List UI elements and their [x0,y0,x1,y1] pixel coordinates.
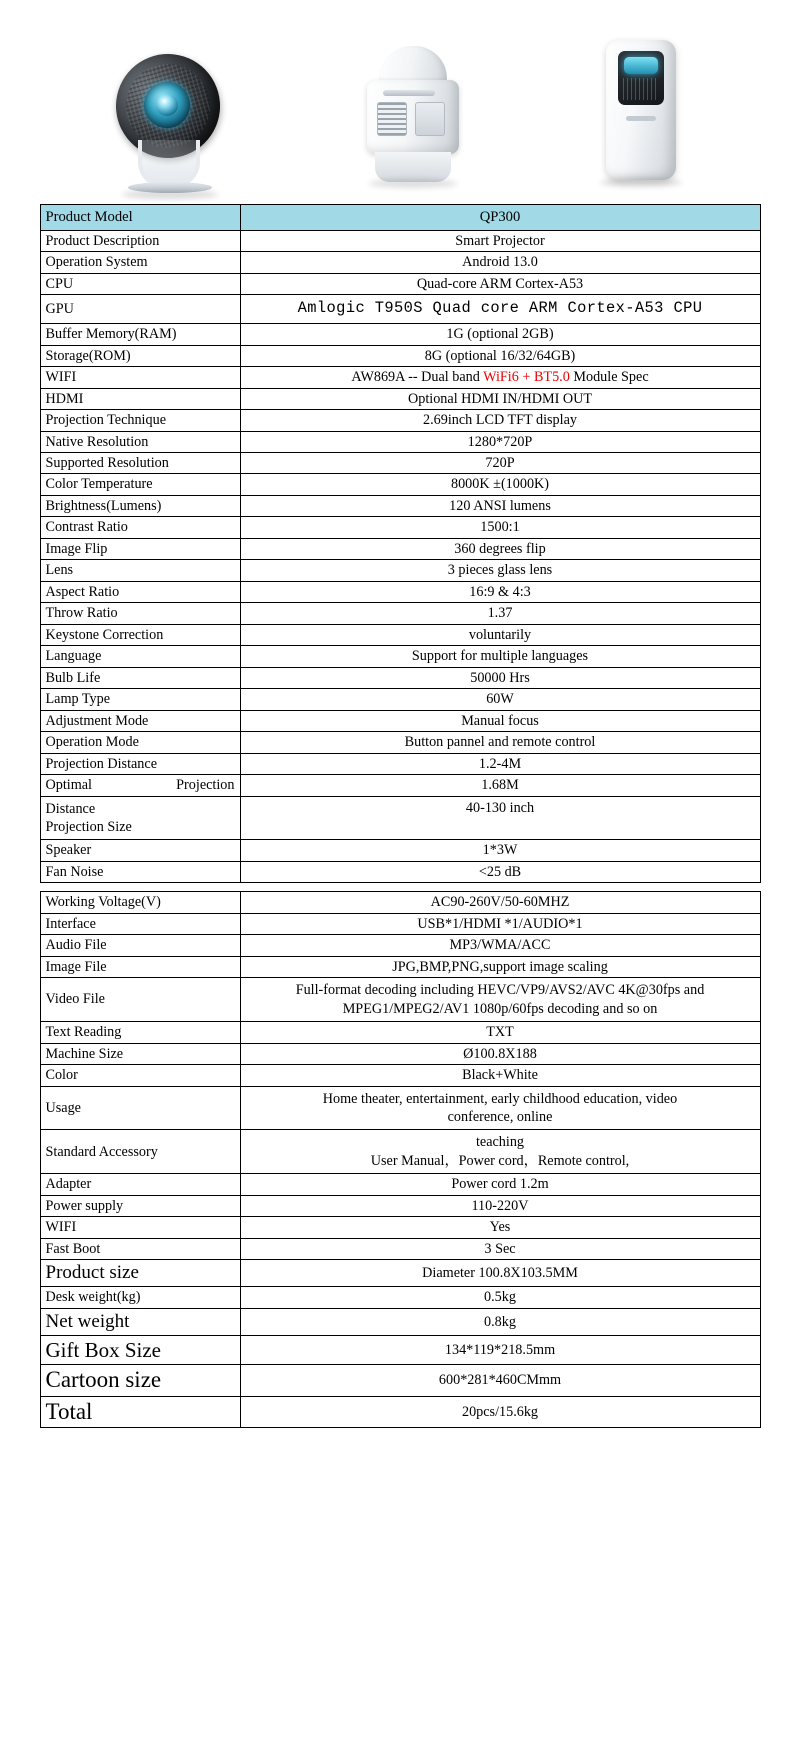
gap-cell [240,883,760,892]
spec-label: Standard Accessory [40,1130,240,1174]
side-panel [415,102,445,136]
spec-value: Manual focus [240,710,760,731]
spec-value: Button pannel and remote control [240,732,760,753]
spec-value: Quad-core ARM Cortex-A53 [240,273,760,294]
spec-value-line: MPEG1/MPEG2/AV1 1080p/60fps decoding and so on [342,1000,658,1017]
spec-label: Image Flip [40,538,240,559]
spec-value: 110-220V [240,1195,760,1216]
spec-label [40,796,240,840]
spec-label: Supported Resolution [40,453,240,474]
spec-label: Audio File [40,935,240,956]
spec-value [240,1130,760,1174]
spec-value: 1.2-4M [240,753,760,774]
table-row [40,295,760,324]
spec-label: Image File [40,956,240,977]
grill-texture [623,78,659,100]
table-row [40,1065,760,1086]
spec-value: 3 pieces glass lens [240,560,760,581]
projector-base [375,152,451,182]
spec-label: Total [40,1396,240,1428]
spec-value: Black+White [240,1065,760,1086]
gap-cell [40,883,240,892]
spec-label: Product Description [40,230,240,251]
spec-label: Operation Mode [40,732,240,753]
table-row [40,453,760,474]
spec-label: Adapter [40,1174,240,1195]
spec-value: 50000 Hrs [240,667,760,688]
spec-label: Lamp Type [40,689,240,710]
table-row [40,1022,760,1043]
spec-label: Projection Distance [40,753,240,774]
table-row [40,581,760,602]
spec-value: 1280*720P [240,431,760,452]
table-row [40,710,760,731]
product-photo-white-cylinder-projector [588,38,692,198]
spec-value: 720P [240,453,760,474]
spec-value: Amlogic T950S Quad core ARM Cortex-A53 CPU [240,295,760,324]
table-row [40,1195,760,1216]
spec-label: Contrast Ratio [40,517,240,538]
spec-value: 360 degrees flip [240,538,760,559]
spec-value: 2.69inch LCD TFT display [240,410,760,431]
table-row [40,538,760,559]
spec-label: Color [40,1065,240,1086]
drop-shadow [369,179,457,188]
table-row [40,646,760,667]
spec-value: 60W [240,689,760,710]
spec-value: 16:9 & 4:3 [240,581,760,602]
table-row [40,410,760,431]
table-row [40,1365,760,1397]
spec-label: Projection Technique [40,410,240,431]
spec-label: Desk weight(kg) [40,1287,240,1308]
spec-label: CPU [40,273,240,294]
spec-value: Yes [240,1217,760,1238]
spec-value: 40-130 inch [240,796,760,840]
table-row [40,624,760,645]
spec-value: 1.68M [240,775,760,796]
table-row [40,517,760,538]
table-row [40,252,760,273]
spec-value: voluntarily [240,624,760,645]
table-row [40,324,760,345]
spec-value: Smart Projector [240,230,760,251]
table-row [40,431,760,452]
table-row [40,732,760,753]
spec-label: Interface [40,913,240,934]
table-header-row [40,205,760,231]
spec-value: Optional HDMI IN/HDMI OUT [240,388,760,409]
table-row [40,667,760,688]
drop-shadow [600,178,682,187]
table-row [40,861,760,882]
spec-label: Working Voltage(V) [40,892,240,913]
spec-label: Usage [40,1086,240,1130]
vent-grill [377,102,407,136]
table-row [40,1287,760,1308]
table-row [40,1043,760,1064]
spec-value-line: Home theater, entertainment, early childhood education, video [322,1090,678,1107]
table-row [40,1238,760,1259]
table-row [40,913,760,934]
spec-label: Gift Box Size [40,1335,240,1364]
spec-value: 1G (optional 2GB) [240,324,760,345]
lens-glow [624,57,658,74]
table-row [40,388,760,409]
spec-label: Net weight [40,1308,240,1335]
spec-label: Lens [40,560,240,581]
table-row [40,956,760,977]
spec-value: 3 Sec [240,1238,760,1259]
spec-value: MP3/WMA/ACC [240,935,760,956]
spec-label: Video File [40,978,240,1022]
spec-value: 600*281*460CMmm [240,1365,760,1397]
lens-slot [383,90,435,96]
spec-label: Fast Boot [40,1238,240,1259]
spec-value: USB*1/HDMI *1/AUDIO*1 [240,913,760,934]
header-label: Product Model [40,205,240,231]
spec-table-body [40,205,760,1428]
spec-value [240,978,760,1022]
spec-value: AW869A -- Dual band WiFi6 + BT5.0 Module Spec [240,367,760,388]
table-row [40,230,760,251]
spec-value: 8G (optional 16/32/64GB) [240,345,760,366]
spec-value [240,1086,760,1130]
table-row [40,935,760,956]
highlighted-spec-text: WiFi6 + BT5.0 [483,369,570,386]
product-photo-dark-round-projector [108,48,238,198]
spec-label-line: Projection Size [45,818,132,835]
spec-label-line: Distance [45,800,96,817]
table-row [40,345,760,366]
table-row [40,753,760,774]
spec-label: Bulb Life [40,667,240,688]
table-row [40,796,760,840]
spec-label: Native Resolution [40,431,240,452]
spec-value-line: teaching [475,1134,525,1151]
spec-label: HDMI [40,388,240,409]
spec-value: 1*3W [240,840,760,861]
spec-label: Brightness(Lumens) [40,495,240,516]
table-row [40,1130,760,1174]
drop-shadow [122,190,218,199]
table-row [40,367,760,388]
spec-value: Android 13.0 [240,252,760,273]
spec-label: Keystone Correction [40,624,240,645]
table-row [40,978,760,1022]
spec-value: 1.37 [240,603,760,624]
spec-label: Fan Noise [40,861,240,882]
table-row [40,495,760,516]
spec-label: Product size [40,1260,240,1287]
table-row [40,1396,760,1428]
spec-value-line: Full-format decoding including HEVC/VP9/AVS2/AVC 4K@30fps and [295,982,705,999]
product-specification-table [40,204,761,1428]
spec-label: Operation System [40,252,240,273]
spec-value: <25 dB [240,861,760,882]
table-row [40,474,760,495]
spec-label: WIFI [40,367,240,388]
table-row [40,1308,760,1335]
projector-stand [138,140,200,188]
spec-value: 120 ANSI lumens [240,495,760,516]
spec-value: Diameter 100.8X103.5MM [240,1260,760,1287]
table-row [40,892,760,913]
table-row [40,840,760,861]
spec-value: 0.5kg [240,1287,760,1308]
table-row [40,1260,760,1287]
spec-value: Support for multiple languages [240,646,760,667]
table-row [40,560,760,581]
table-row [40,1174,760,1195]
control-button [626,116,656,121]
spec-value: 1500:1 [240,517,760,538]
spec-label: Cartoon size [40,1365,240,1397]
spec-label: WIFI [40,1217,240,1238]
spec-label: Storage(ROM) [40,345,240,366]
spec-label: Optimal Projection [40,775,240,796]
table-row [40,1335,760,1364]
spec-label: Text Reading [40,1022,240,1043]
table-row [40,689,760,710]
table-row [40,1086,760,1130]
spec-value: Ø100.8X188 [240,1043,760,1064]
spec-label: Power supply [40,1195,240,1216]
spec-value: 134*119*218.5mm [240,1335,760,1364]
spec-label: Buffer Memory(RAM) [40,324,240,345]
table-row [40,775,760,796]
table-row [40,273,760,294]
spec-label: Throw Ratio [40,603,240,624]
product-photo-strip [10,8,790,204]
table-section-gap [40,883,760,892]
product-photo-white-projector-front [353,46,473,198]
spec-value-line: conference, online [447,1108,553,1125]
lens-inner-glow [156,94,178,116]
spec-value: 0.8kg [240,1308,760,1335]
spec-value: TXT [240,1022,760,1043]
header-value: QP300 [240,205,760,231]
spec-value: AC90-260V/50-60MHZ [240,892,760,913]
spec-value: JPG,BMP,PNG,support image scaling [240,956,760,977]
spec-label: Aspect Ratio [40,581,240,602]
spec-label: Color Temperature [40,474,240,495]
spec-value: 20pcs/15.6kg [240,1396,760,1428]
spec-value-line: User Manual，Power cord，Remote control, [370,1152,630,1169]
spec-value: 8000K ±(1000K) [240,474,760,495]
spec-label: Speaker [40,840,240,861]
spec-label: GPU [40,295,240,324]
table-row [40,603,760,624]
table-row [40,1217,760,1238]
spec-value: Power cord 1.2m [240,1174,760,1195]
spec-label: Language [40,646,240,667]
spec-label: Adjustment Mode [40,710,240,731]
spec-label: Machine Size [40,1043,240,1064]
